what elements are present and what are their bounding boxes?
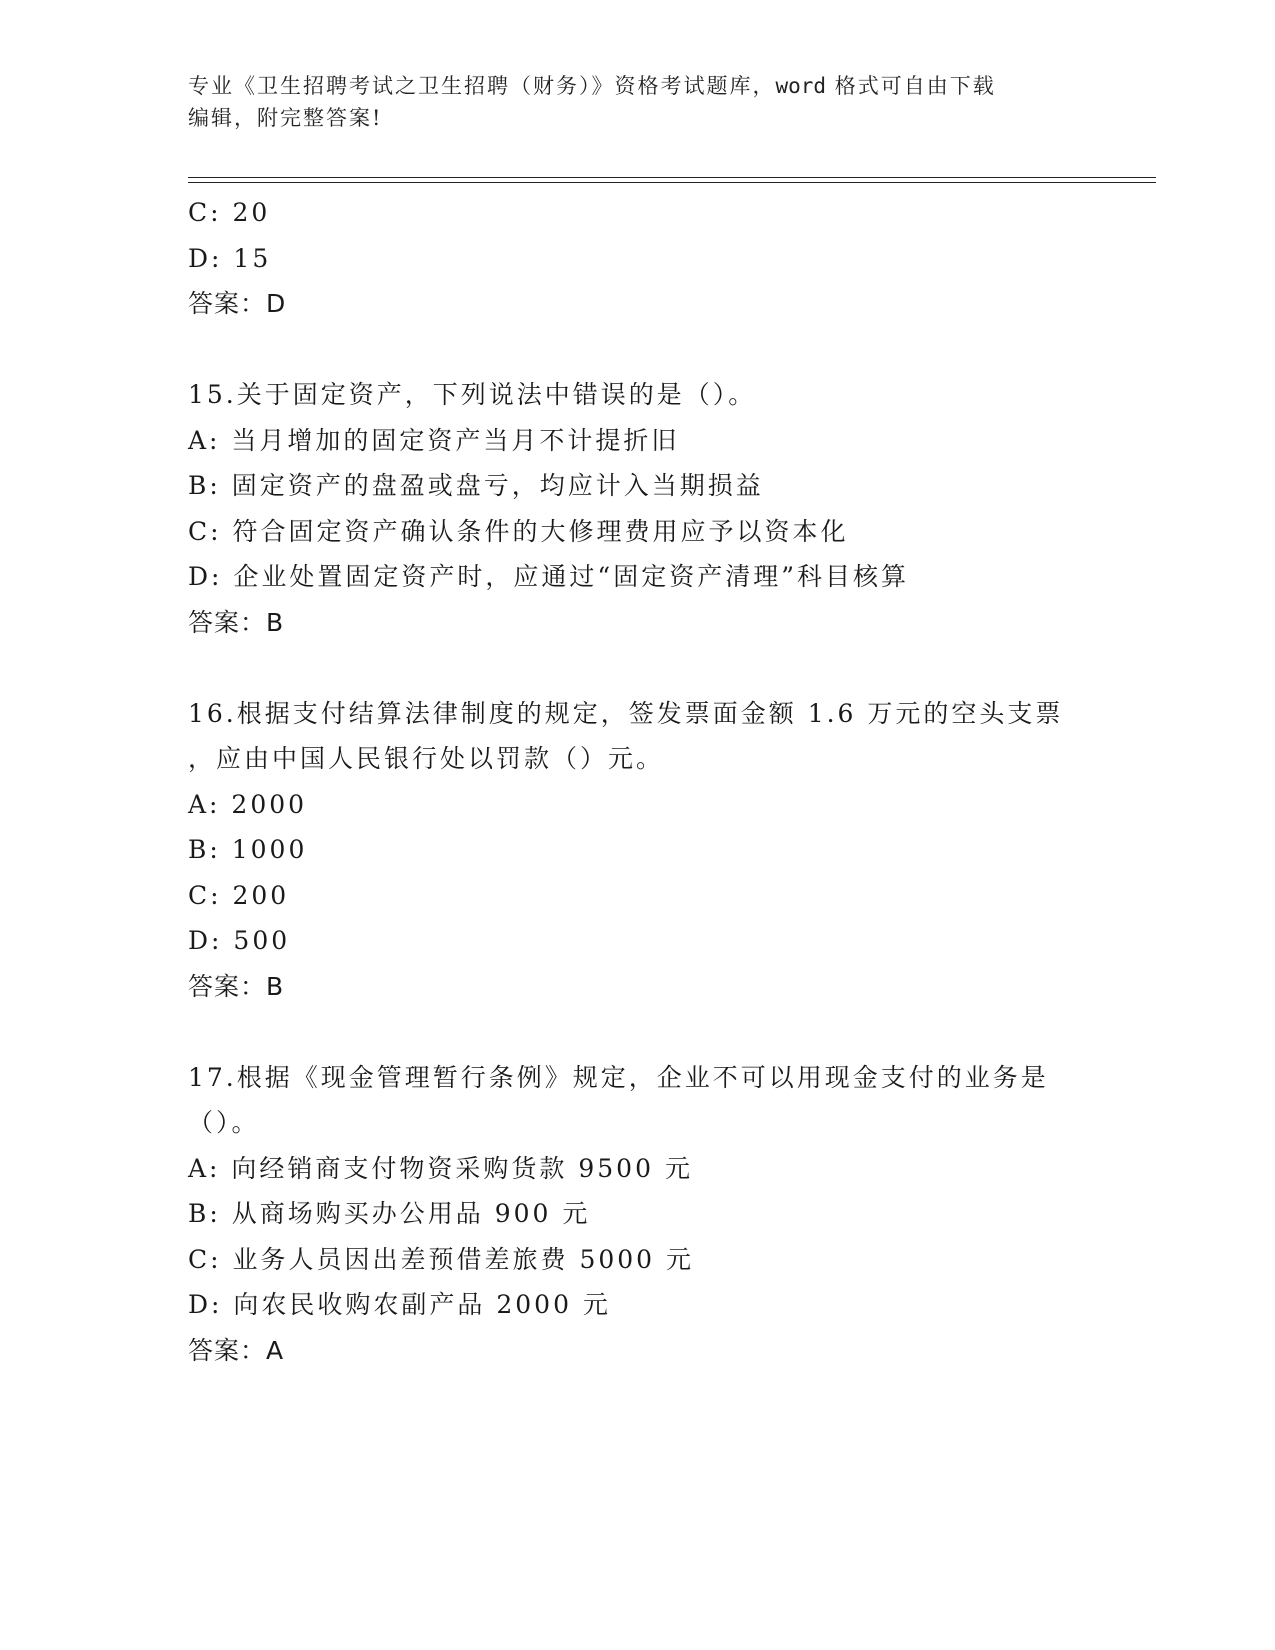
option-b: B: 1000 [188,835,308,864]
question-spacer [188,327,1088,373]
option-d: D: 15 [188,243,272,273]
header-divider-top [188,177,1156,178]
header-title-text: 专业《卫生招聘考试之卫生招聘（财务）》资格考试题库， [188,74,776,98]
question-15 [188,372,1088,645]
header-line-2: 编辑，附完整答案! [188,106,383,130]
option-c: C: 业务人员因出差预借差旅费 5000 元 [188,1244,695,1274]
option-d: D: 企业处置固定资产时，应通过“固定资产清理”科目核算 [188,562,909,591]
question-16 [188,691,1088,1010]
answer-line: 答案：D [188,289,287,318]
question-stem-line-2: （）。 [188,1108,260,1137]
header-line-1 [188,70,1078,102]
option-c: C: 20 [188,198,271,227]
option-a: A: 2000 [188,789,308,819]
question-17 [188,1055,1088,1374]
question-spacer [188,1009,1088,1055]
header-divider-bottom [188,182,1156,183]
question-spacer [188,645,1088,691]
option-d: D: 500 [188,926,291,955]
option-c: C: 200 [188,880,290,910]
question-list [188,190,1088,1373]
question-stem-line-1: 16.根据支付结算法律制度的规定，签发票面金额 1.6 万元的空头支票 [188,698,1064,728]
question-stem-line-1: 17.根据《现金管理暂行条例》规定，企业不可以用现金支付的业务是 [188,1062,1049,1092]
option-d: D: 向农民收购农副产品 2000 元 [188,1290,611,1319]
option-b: B: 固定资产的盘盈或盘亏，均应计入当期损益 [188,471,764,500]
option-a: A: 当月增加的固定资产当月不计提折旧 [188,425,680,455]
header-word-keyword: word [775,74,827,98]
option-c: C: 符合固定资产确认条件的大修理费用应予以资本化 [188,516,849,546]
document-header [188,70,1078,134]
answer-line: 答案：A [188,1335,285,1365]
answer-line: 答案：B [188,971,285,1001]
option-b: B: 从商场购买办公用品 900 元 [188,1199,591,1228]
question-stem: 15.关于固定资产，下列说法中错误的是（）。 [188,380,757,409]
question-stem-line-2: ，应由中国人民银行处以罚款（）元。 [188,744,665,773]
option-a: A: 向经销商支付物资采购货款 9500 元 [188,1153,693,1183]
question-14 [188,190,1088,327]
header-title-text-end: 格式可自由下载 [826,74,996,98]
answer-line: 答案：B [188,607,285,637]
